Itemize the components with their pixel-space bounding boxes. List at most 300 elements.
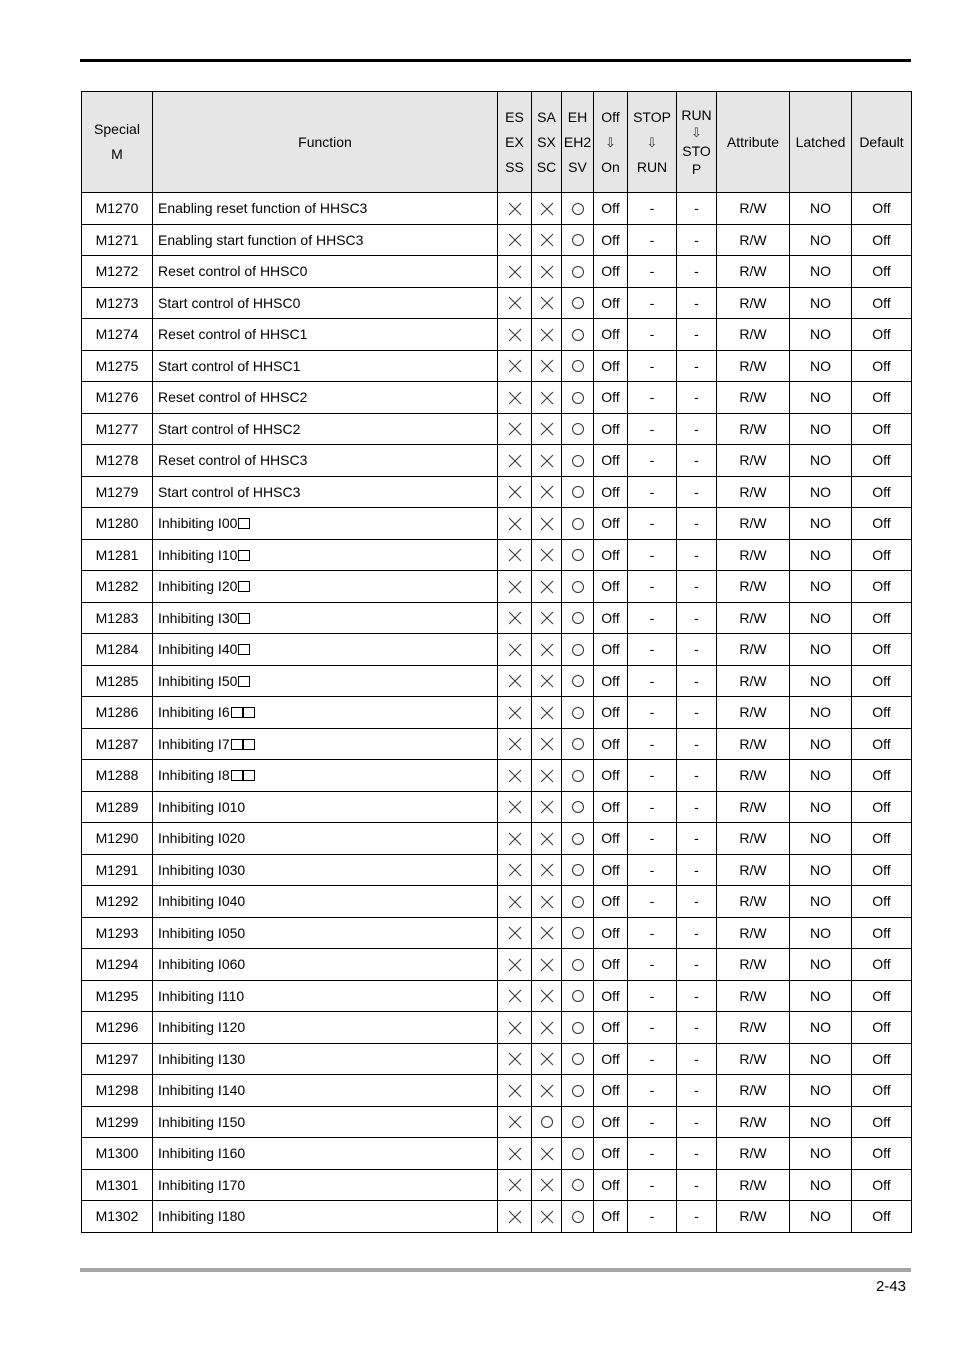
eh-cell [562,728,594,760]
header-eh-line3: SV [568,158,587,175]
cross-icon [539,642,555,658]
es-cell [498,476,532,508]
stop-run-cell: - [628,791,677,823]
cross-icon [539,421,555,437]
default-cell: Off [852,287,912,319]
circle-icon [570,232,586,248]
special-m-cell: M1286 [82,697,153,729]
circle-icon [570,1051,586,1067]
eh-cell [562,382,594,414]
off-on-cell: Off [594,602,628,634]
latched-cell: NO [790,634,852,666]
stop-run-cell: - [628,823,677,855]
run-stop-cell: - [677,1169,717,1201]
circle-icon [570,894,586,910]
run-stop-cell: - [677,854,717,886]
sa-cell [532,224,562,256]
circle-icon [570,642,586,658]
sa-cell [532,823,562,855]
function-text: Inhibiting I120 [158,1019,246,1036]
header-run-stop-line3: STO [682,143,711,159]
function-text: Start control of HHSC2 [158,420,301,437]
stop-run-cell: - [628,413,677,445]
cross-icon [539,1051,555,1067]
function-text: Enabling start function of HHSC3 [158,231,364,248]
off-on-cell: Off [594,634,628,666]
latched-cell: NO [790,445,852,477]
cross-icon [539,894,555,910]
attribute-cell: R/W [717,571,790,603]
circle-icon [570,201,586,217]
eh-cell [562,980,594,1012]
attribute-cell: R/W [717,413,790,445]
run-stop-cell: - [677,319,717,351]
sa-cell [532,791,562,823]
cross-icon [539,1146,555,1162]
table-row [82,1106,912,1138]
eh-cell [562,1169,594,1201]
table-row [82,697,912,729]
attribute-cell: R/W [717,445,790,477]
bottom-rule [80,1268,911,1272]
function-text: Inhibiting I180 [158,1208,246,1225]
off-on-cell: Off [594,1138,628,1170]
default-cell: Off [852,1012,912,1044]
special-m-cell: M1294 [82,949,153,981]
run-stop-cell: - [677,917,717,949]
table-row [82,1138,912,1170]
special-m-cell: M1296 [82,1012,153,1044]
stop-run-cell: - [628,886,677,918]
table-row [82,350,912,382]
run-stop-cell: - [677,382,717,414]
circle-icon [570,610,586,626]
attribute-cell: R/W [717,886,790,918]
table-row [82,193,912,225]
cross-icon [539,1177,555,1193]
cross-icon [507,610,523,626]
stop-run-cell: - [628,602,677,634]
latched-cell: NO [790,256,852,288]
function-text: Inhibiting I150 [158,1113,246,1130]
latched-cell: NO [790,1012,852,1044]
circle-icon [570,768,586,784]
default-cell: Off [852,256,912,288]
special-m-cell: M1275 [82,350,153,382]
attribute-cell: R/W [717,697,790,729]
default-cell: Off [852,193,912,225]
eh-cell [562,760,594,792]
function-text: Start control of HHSC0 [158,294,301,311]
default-cell: Off [852,1106,912,1138]
es-cell [498,445,532,477]
off-on-cell: Off [594,382,628,414]
cross-icon [507,390,523,406]
placeholder-box-icon [243,707,255,718]
function-cell [153,886,498,918]
off-on-cell: Off [594,917,628,949]
special-m-cell: M1282 [82,571,153,603]
sa-cell [532,949,562,981]
sa-cell [532,571,562,603]
latched-cell: NO [790,319,852,351]
attribute-cell: R/W [717,256,790,288]
run-stop-cell: - [677,697,717,729]
special-m-cell: M1280 [82,508,153,540]
attribute-cell: R/W [717,634,790,666]
table-row [82,1075,912,1107]
es-cell [498,917,532,949]
placeholder-box-icon [231,707,243,718]
sa-cell [532,760,562,792]
default-cell: Off [852,791,912,823]
special-m-cell: M1272 [82,256,153,288]
cross-icon [539,610,555,626]
es-cell [498,665,532,697]
latched-cell: NO [790,1201,852,1233]
default-cell: Off [852,1075,912,1107]
placeholder-box-icon [238,518,250,529]
attribute-cell: R/W [717,1169,790,1201]
cross-icon [507,736,523,752]
stop-run-cell: - [628,1043,677,1075]
run-stop-cell: - [677,791,717,823]
es-cell [498,1043,532,1075]
cross-icon [507,831,523,847]
latched-cell: NO [790,1043,852,1075]
function-text: Inhibiting I8 [158,767,230,784]
stop-run-cell: - [628,350,677,382]
es-cell [498,634,532,666]
circle-icon [570,1083,586,1099]
run-stop-cell: - [677,760,717,792]
cross-icon [507,925,523,941]
eh-cell [562,287,594,319]
header-special-m-line1: Special [94,121,140,137]
attribute-cell: R/W [717,382,790,414]
function-text: Start control of HHSC3 [158,483,301,500]
function-text: Inhibiting I130 [158,1050,246,1067]
attribute-cell: R/W [717,1201,790,1233]
off-on-cell: Off [594,508,628,540]
table-row [82,1169,912,1201]
es-cell [498,791,532,823]
default-cell: Off [852,980,912,1012]
default-cell: Off [852,1138,912,1170]
es-cell [498,1169,532,1201]
default-cell: Off [852,539,912,571]
function-cell [153,539,498,571]
special-m-cell: M1287 [82,728,153,760]
default-cell: Off [852,634,912,666]
latched-cell: NO [790,917,852,949]
latched-cell: NO [790,791,852,823]
off-on-cell: Off [594,823,628,855]
cross-icon [507,894,523,910]
header-eh-line2: EH2 [563,133,592,150]
run-stop-cell: - [677,1012,717,1044]
header-special-m [82,92,153,193]
circle-icon [570,453,586,469]
circle-icon [570,1020,586,1036]
function-cell [153,1169,498,1201]
es-cell [498,319,532,351]
table-row [82,728,912,760]
stop-run-cell: - [628,854,677,886]
table-row [82,980,912,1012]
table-row [82,319,912,351]
es-cell [498,508,532,540]
run-stop-cell: - [677,476,717,508]
function-text: Reset control of HHSC0 [158,263,308,280]
cross-icon [507,579,523,595]
function-text: Reset control of HHSC3 [158,452,308,469]
latched-cell: NO [790,571,852,603]
cross-icon [539,862,555,878]
stop-run-cell: - [628,1201,677,1233]
sa-cell [532,1138,562,1170]
header-es-line2: EX [505,133,524,150]
header-run-stop [677,92,717,193]
off-on-cell: Off [594,665,628,697]
header-latched: Latched [790,92,852,193]
cross-icon [539,705,555,721]
es-cell [498,1012,532,1044]
cross-icon [507,327,523,343]
function-cell [153,445,498,477]
latched-cell: NO [790,760,852,792]
sa-cell [532,1012,562,1044]
stop-run-cell: - [628,224,677,256]
eh-cell [562,1012,594,1044]
special-m-cell: M1292 [82,886,153,918]
cross-icon [539,295,555,311]
cross-icon [539,831,555,847]
default-cell: Off [852,854,912,886]
es-cell [498,1201,532,1233]
es-cell [498,413,532,445]
function-text: Inhibiting I140 [158,1082,246,1099]
eh-cell [562,1043,594,1075]
es-cell [498,949,532,981]
header-eh [562,92,594,193]
function-cell [153,791,498,823]
attribute-cell: R/W [717,980,790,1012]
function-cell [153,854,498,886]
placeholder-box-icon [231,739,243,750]
header-stop-run-line3: RUN [636,158,668,175]
header-sa-line3: SC [536,158,557,175]
sa-cell [532,1169,562,1201]
es-cell [498,1075,532,1107]
circle-icon [570,579,586,595]
placeholder-box-icon [238,581,250,592]
off-on-cell: Off [594,791,628,823]
off-on-cell: Off [594,1169,628,1201]
function-text: Inhibiting I160 [158,1145,246,1162]
placeholder-box-icon [243,739,255,750]
header-function: Function [153,92,498,193]
circle-icon [570,295,586,311]
cross-icon [507,988,523,1004]
off-on-cell: Off [594,476,628,508]
eh-cell [562,791,594,823]
header-es [498,92,532,193]
default-cell: Off [852,382,912,414]
function-cell [153,728,498,760]
cross-icon [507,862,523,878]
sa-cell [532,193,562,225]
header-stop-run [628,92,677,193]
eh-cell [562,823,594,855]
stop-run-cell: - [628,193,677,225]
cross-icon [539,327,555,343]
circle-icon [570,957,586,973]
es-cell [498,287,532,319]
cross-icon [539,547,555,563]
circle-icon [570,484,586,500]
function-text: Inhibiting I040 [158,893,246,910]
cross-icon [539,799,555,815]
function-text: Inhibiting I6 [158,704,230,721]
sa-cell [532,1201,562,1233]
function-text: Inhibiting I050 [158,924,246,941]
placeholder-box-icon [243,770,255,781]
function-cell [153,476,498,508]
down-arrow-icon: ⇩ [646,134,658,150]
run-stop-cell: - [677,193,717,225]
off-on-cell: Off [594,1075,628,1107]
attribute-cell: R/W [717,350,790,382]
off-on-cell: Off [594,256,628,288]
sa-cell [532,665,562,697]
cross-icon [507,264,523,280]
stop-run-cell: - [628,571,677,603]
circle-icon [570,673,586,689]
sa-cell [532,476,562,508]
table-row [82,224,912,256]
latched-cell: NO [790,980,852,1012]
table-row [82,1043,912,1075]
cross-icon [539,673,555,689]
off-on-cell: Off [594,886,628,918]
function-text: Inhibiting I40 [158,641,238,658]
default-cell: Off [852,1043,912,1075]
off-on-cell: Off [594,445,628,477]
off-on-cell: Off [594,224,628,256]
default-cell: Off [852,445,912,477]
cross-icon [507,421,523,437]
special-m-cell: M1297 [82,1043,153,1075]
attribute-cell: R/W [717,319,790,351]
circle-icon [570,1146,586,1162]
default-cell: Off [852,917,912,949]
eh-cell [562,445,594,477]
page-number: 2-43 [875,1278,906,1295]
latched-cell: NO [790,823,852,855]
circle-icon [570,988,586,1004]
run-stop-cell: - [677,728,717,760]
function-cell [153,350,498,382]
function-cell [153,413,498,445]
cross-icon [507,1146,523,1162]
run-stop-cell: - [677,508,717,540]
special-m-cell: M1289 [82,791,153,823]
cross-icon [507,1083,523,1099]
cross-icon [507,232,523,248]
cross-icon [539,1083,555,1099]
function-cell [153,1043,498,1075]
special-m-cell: M1270 [82,193,153,225]
run-stop-cell: - [677,949,717,981]
header-special-m-line2: M [111,146,123,162]
function-cell [153,917,498,949]
circle-icon [570,736,586,752]
cross-icon [507,1020,523,1036]
off-on-cell: Off [594,697,628,729]
placeholder-box-icon [238,676,250,687]
off-on-cell: Off [594,949,628,981]
stop-run-cell: - [628,634,677,666]
es-cell [498,571,532,603]
special-m-cell: M1298 [82,1075,153,1107]
run-stop-cell: - [677,1075,717,1107]
latched-cell: NO [790,602,852,634]
eh-cell [562,665,594,697]
latched-cell: NO [790,665,852,697]
special-m-cell: M1301 [82,1169,153,1201]
cross-icon [507,705,523,721]
default-cell: Off [852,949,912,981]
run-stop-cell: - [677,1043,717,1075]
special-m-cell: M1290 [82,823,153,855]
run-stop-cell: - [677,350,717,382]
header-sa-line1: SA [537,108,556,125]
es-cell [498,602,532,634]
run-stop-cell: - [677,602,717,634]
function-text: Start control of HHSC1 [158,357,301,374]
eh-cell [562,571,594,603]
function-cell [153,571,498,603]
attribute-cell: R/W [717,728,790,760]
function-cell [153,256,498,288]
special-m-cell: M1299 [82,1106,153,1138]
latched-cell: NO [790,1075,852,1107]
stop-run-cell: - [628,728,677,760]
circle-icon [570,264,586,280]
latched-cell: NO [790,508,852,540]
sa-cell [532,256,562,288]
default-cell: Off [852,728,912,760]
latched-cell: NO [790,350,852,382]
sa-cell [532,413,562,445]
function-text: Inhibiting I30 [158,609,238,626]
cross-icon [507,673,523,689]
table-row [82,949,912,981]
cross-icon [539,264,555,280]
attribute-cell: R/W [717,476,790,508]
run-stop-cell: - [677,823,717,855]
default-cell: Off [852,760,912,792]
special-m-cell: M1295 [82,980,153,1012]
es-cell [498,760,532,792]
sa-cell [532,1043,562,1075]
es-cell [498,697,532,729]
off-on-cell: Off [594,854,628,886]
stop-run-cell: - [628,539,677,571]
circle-icon [570,1177,586,1193]
default-cell: Off [852,571,912,603]
